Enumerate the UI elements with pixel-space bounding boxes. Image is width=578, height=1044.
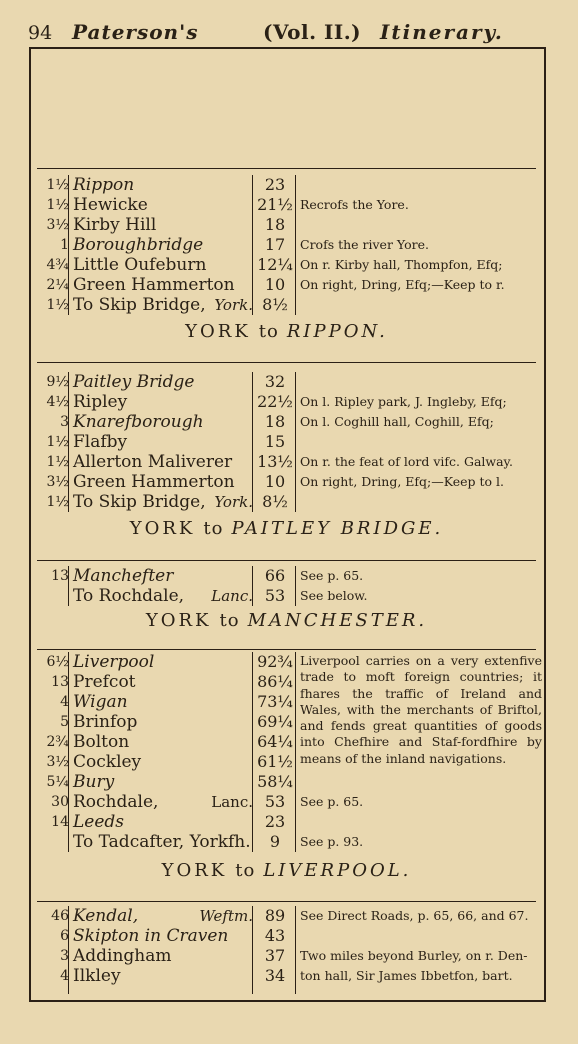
- total-distance: 18: [264, 412, 286, 431]
- county-label: York.: [214, 296, 253, 314]
- table-row: [37, 372, 536, 392]
- total-distance: 9: [269, 832, 281, 851]
- total-distance: 10: [264, 275, 286, 294]
- stage-distance: 4½: [46, 394, 69, 410]
- table-row: [37, 752, 536, 772]
- place-label: To Rochdale,: [73, 586, 185, 606]
- stage-distance: 30: [51, 794, 69, 810]
- route-york-liverpool: [37, 652, 542, 892]
- stage-distance: 1½: [46, 454, 69, 470]
- place-name: [73, 906, 253, 926]
- place-label: Prefcot: [73, 672, 136, 692]
- table-row: [37, 772, 536, 792]
- place-label: Bolton: [73, 732, 130, 752]
- total-distance: 12¼: [257, 255, 293, 274]
- table-row: [37, 255, 536, 275]
- place-label: Knarefborough: [73, 412, 204, 432]
- place-label: Green Hammerton: [73, 472, 235, 492]
- table-row: [37, 472, 536, 492]
- place-name: [73, 235, 253, 255]
- place-name: [73, 712, 253, 732]
- place-name: [73, 966, 253, 986]
- place-name: [73, 432, 253, 452]
- table-row: [37, 832, 536, 852]
- table-row: [37, 966, 536, 986]
- place-label: Ilkley: [73, 966, 121, 986]
- stage-distance: 4: [60, 694, 69, 710]
- place-label: To Skip Bridge,: [73, 295, 206, 315]
- total-distance: 8½: [262, 492, 288, 511]
- table-row: [37, 926, 536, 946]
- stage-distance: 13: [51, 568, 69, 584]
- stage-distance: 9½: [46, 374, 69, 390]
- route-note: See p. 93.: [300, 834, 364, 849]
- route-note: Crofs the river Yore.: [300, 237, 429, 252]
- section-divider: [37, 649, 536, 650]
- section-divider: [37, 901, 536, 902]
- table-row: [37, 275, 536, 295]
- place-label: Allerton Maliverer: [73, 452, 233, 472]
- place-name: [73, 792, 253, 812]
- table-row: [37, 652, 536, 672]
- table-row: [37, 692, 536, 712]
- place-name: [73, 672, 253, 692]
- place-name: [73, 392, 253, 412]
- place-name: [73, 255, 253, 275]
- place-label: Wigan: [73, 692, 128, 712]
- table-row: [37, 235, 536, 255]
- county-label: York.: [214, 493, 253, 511]
- total-distance: 58¼: [257, 772, 293, 791]
- table-row: [37, 812, 536, 832]
- place-name: [73, 832, 253, 852]
- total-distance: 43: [264, 926, 286, 945]
- total-distance: 53: [264, 586, 286, 605]
- stage-distance: 1½: [46, 177, 69, 193]
- route-note: On right, Dring, Efq;—Keep to l.: [300, 474, 504, 489]
- route-york-kendal: [37, 906, 536, 996]
- place-name: [73, 215, 253, 235]
- total-distance: 21½: [257, 195, 293, 214]
- route-note: On r. the feat of lord vifc. Galway.: [300, 454, 513, 469]
- book-title: Paterson's: [72, 20, 199, 44]
- stage-distance: 3½: [46, 217, 69, 233]
- table-row: [37, 946, 536, 966]
- stage-distance: 3½: [46, 474, 69, 490]
- place-label: Little Oufeburn: [73, 255, 207, 275]
- table-row: [37, 452, 536, 472]
- stage-distance: 4: [60, 968, 69, 984]
- route-york-rippon: [37, 175, 536, 355]
- route-note: See below.: [300, 588, 368, 603]
- place-label: Brinfop: [73, 712, 138, 732]
- total-distance: 17: [264, 235, 286, 254]
- county-label: Lanc.: [211, 793, 253, 811]
- place-label: Cockley: [73, 752, 142, 772]
- table-row: [37, 492, 536, 512]
- place-name: [73, 692, 253, 712]
- route-caption: YORK to RIPPON.: [185, 321, 388, 342]
- total-distance: 32: [264, 372, 286, 391]
- place-label: To Skip Bridge,: [73, 492, 206, 512]
- place-name: [73, 195, 253, 215]
- table-row: [37, 295, 536, 315]
- place-name: [73, 372, 253, 392]
- total-distance: 69¼: [257, 712, 293, 731]
- stage-distance: 5: [60, 714, 69, 730]
- total-distance: 37: [264, 946, 286, 965]
- section-divider: [37, 560, 536, 561]
- table-row: [37, 732, 536, 752]
- route-note: See p. 65.: [300, 568, 364, 583]
- total-distance: 61½: [257, 752, 293, 771]
- section-divider: [37, 362, 536, 363]
- county-label: Weftm.: [199, 907, 253, 925]
- place-label: Addingham: [73, 946, 172, 966]
- table-row: [37, 672, 536, 692]
- table-row: [37, 586, 536, 606]
- total-distance: 23: [264, 175, 286, 194]
- stage-distance: 13: [51, 674, 69, 690]
- table-row: [37, 412, 536, 432]
- route-note: Two miles beyond Burley, on r. Den-: [300, 948, 528, 963]
- place-label: Paitley Bridge: [73, 372, 195, 392]
- total-distance: 86¼: [257, 672, 293, 691]
- place-name: [73, 586, 253, 606]
- place-name: [73, 175, 253, 195]
- county-label: Lanc.: [211, 587, 253, 605]
- place-label: Leeds: [73, 812, 125, 832]
- stage-distance: 4¾: [46, 257, 69, 273]
- table-row: [37, 792, 536, 812]
- total-distance: 23: [264, 812, 286, 831]
- liverpool-note: Liverpool carries on a very extenfive trade to moft foreign countries; it fhares the traffic of Ireland and Wales, with the merchants of Briftol, and fends great quantities of goods into Chefhire and Staf-fordfhire by means of the inland navigations.: [300, 653, 542, 766]
- stage-distance: 6½: [46, 654, 69, 670]
- total-distance: 15: [264, 432, 286, 451]
- route-york-manchester: [37, 566, 536, 646]
- book-subtitle: Itinerary.: [380, 20, 504, 44]
- route-caption: YORK to LIVERPOOL.: [161, 860, 412, 881]
- total-distance: 8½: [262, 295, 288, 314]
- place-label: Ripley: [73, 392, 128, 412]
- place-name: [73, 472, 253, 492]
- route-note: On right, Dring, Efq;—Keep to r.: [300, 277, 505, 292]
- place-name: [73, 772, 253, 792]
- place-name: [73, 492, 253, 512]
- place-label: Boroughbridge: [73, 235, 204, 255]
- place-name: [73, 275, 253, 295]
- stage-distance: 1½: [46, 197, 69, 213]
- stage-distance: 3½: [46, 754, 69, 770]
- section-divider: [37, 168, 536, 169]
- place-label: Flafby: [73, 432, 128, 452]
- stage-distance: 2¼: [46, 277, 69, 293]
- total-distance: 13½: [257, 452, 293, 471]
- place-name: [73, 295, 253, 315]
- place-name: [73, 732, 253, 752]
- stage-distance: 5¼: [46, 774, 69, 790]
- place-label: Kendal,: [73, 906, 139, 926]
- place-name: [73, 926, 253, 946]
- stage-distance: 3: [60, 948, 69, 964]
- place-label: Rippon: [73, 175, 135, 195]
- place-label: Green Hammerton: [73, 275, 235, 295]
- route-note: On l. Ripley park, J. Ingleby, Efq;: [300, 394, 507, 409]
- place-name: [73, 566, 253, 586]
- place-label: Rochdale,: [73, 792, 159, 812]
- stage-distance: 14: [51, 814, 69, 830]
- total-distance: 64¼: [257, 732, 293, 751]
- place-name: [73, 752, 253, 772]
- table-row: [37, 432, 536, 452]
- page-number: 94: [28, 22, 53, 44]
- route-york-paitley-bridge: [37, 372, 536, 552]
- place-label: Manchefter: [73, 566, 174, 586]
- stage-distance: 3: [60, 414, 69, 430]
- page-header: [28, 18, 508, 44]
- place-name: [73, 412, 253, 432]
- place-name: [73, 652, 253, 672]
- route-caption: YORK to PAITLEY BRIDGE.: [129, 518, 444, 539]
- table-row: [37, 712, 536, 732]
- table-row: [37, 195, 536, 215]
- table-row: [37, 566, 536, 586]
- route-note: See Direct Roads, p. 65, 66, and 67.: [300, 908, 529, 923]
- table-row: [37, 392, 536, 412]
- total-distance: 34: [264, 966, 286, 985]
- place-label: Skipton in Craven: [73, 926, 229, 946]
- total-distance: 10: [264, 472, 286, 491]
- place-label: Kirby Hill: [73, 215, 157, 235]
- place-label: To Tadcafter, Yorkfh.: [73, 832, 251, 852]
- total-distance: 22½: [257, 392, 293, 411]
- place-label: Bury: [73, 772, 115, 792]
- total-distance: 89: [264, 906, 286, 925]
- total-distance: 92¾: [257, 652, 293, 671]
- total-distance: 73¼: [257, 692, 293, 711]
- total-distance: 66: [264, 566, 286, 585]
- place-name: [73, 452, 253, 472]
- stage-distance: 2¾: [46, 734, 69, 750]
- stage-distance: 46: [51, 908, 69, 924]
- place-label: Liverpool: [73, 652, 155, 672]
- stage-distance: 1½: [46, 494, 69, 510]
- place-label: Hewicke: [73, 195, 148, 215]
- place-name: [73, 946, 253, 966]
- route-caption: YORK to MANCHESTER.: [145, 610, 428, 631]
- total-distance: 53: [264, 792, 286, 811]
- route-note: On l. Coghill hall, Coghill, Efq;: [300, 414, 494, 429]
- stage-distance: 6: [60, 928, 69, 944]
- route-note: On r. Kirby hall, Thompfon, Efq;: [300, 257, 503, 272]
- route-note: ton hall, Sir James Ibbetfon, bart.: [300, 968, 513, 983]
- stage-distance: 1: [60, 237, 69, 253]
- stage-distance: 1½: [46, 434, 69, 450]
- total-distance: 18: [264, 215, 286, 234]
- table-row: [37, 215, 536, 235]
- table-row: [37, 175, 536, 195]
- stage-distance: 1½: [46, 297, 69, 313]
- place-name: [73, 812, 253, 832]
- volume-label: (Vol. II.): [263, 20, 362, 44]
- route-note: Recrofs the Yore.: [300, 197, 409, 212]
- table-row: [37, 906, 536, 926]
- route-note: See p. 65.: [300, 794, 364, 809]
